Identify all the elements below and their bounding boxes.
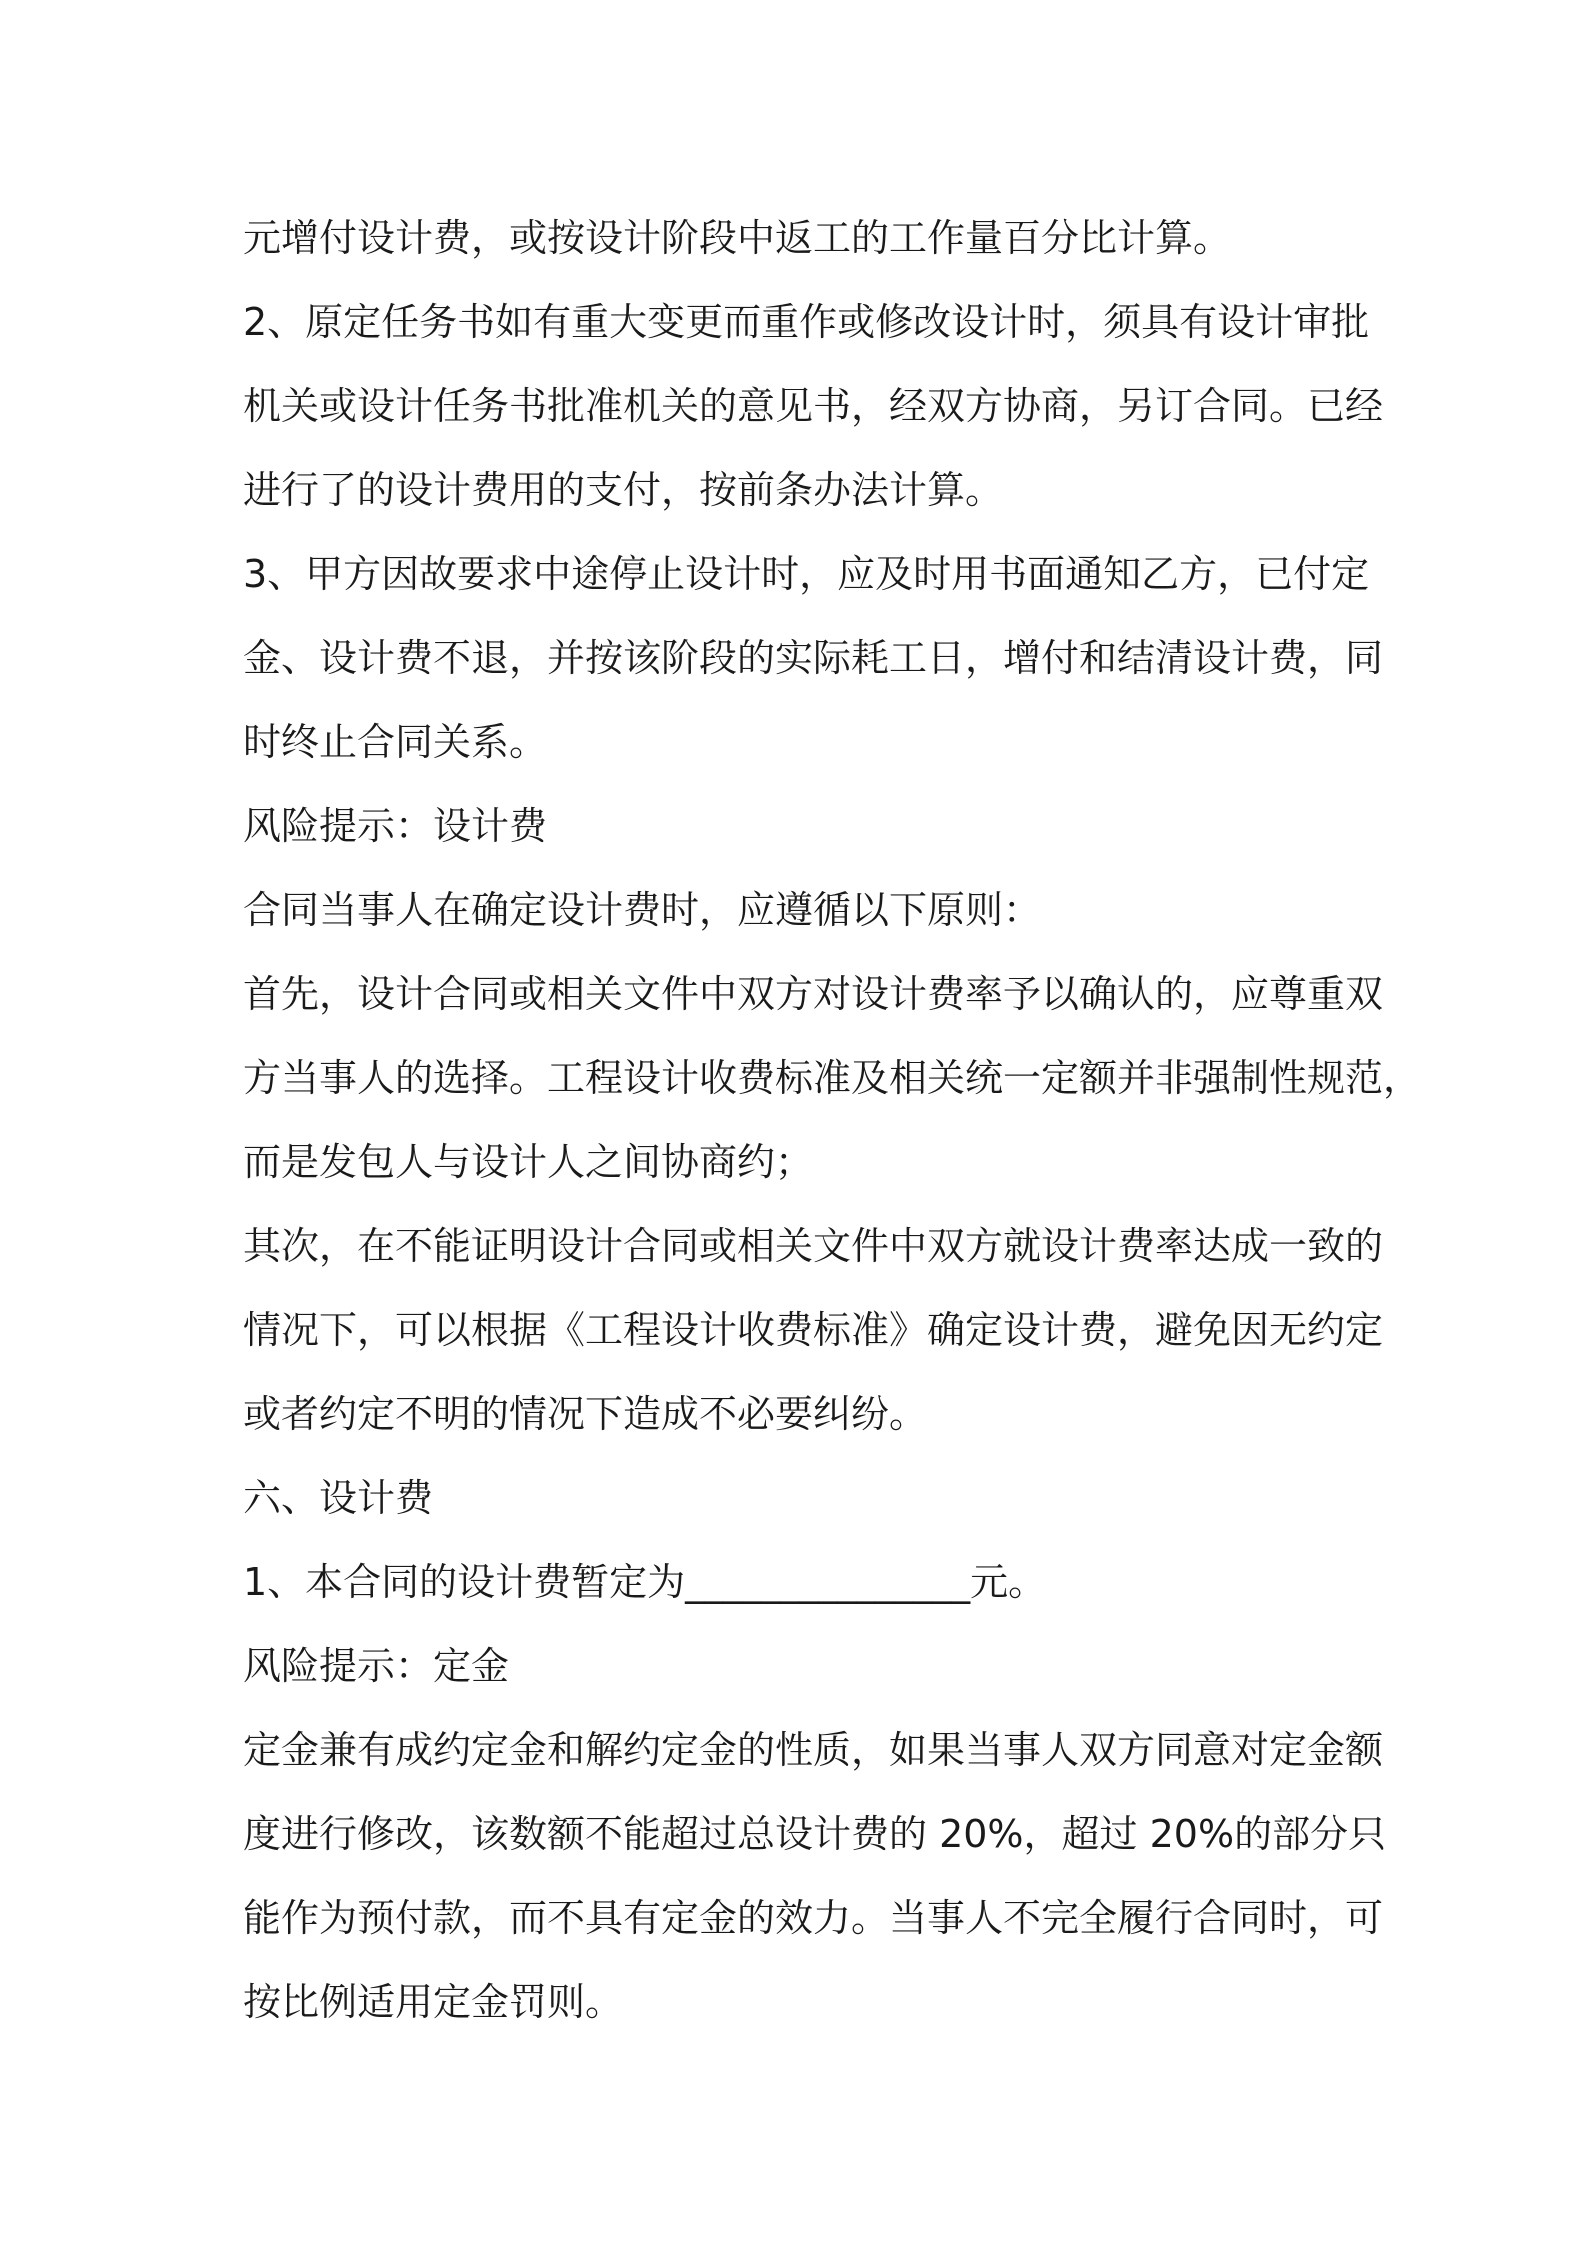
text-line: 3、甲方因故要求中途停止设计时，应及时用书面通知乙方，已付定 <box>243 552 1370 596</box>
text-line: 而是发包人与设计人之间协商约； <box>243 1140 814 1184</box>
section-heading: 六、设计费 <box>243 1476 434 1520</box>
text-line: 情况下，可以根据《工程设计收费标准》确定设计费，避免因无约定 <box>243 1308 1384 1352</box>
text-line: 或者约定不明的情况下造成不必要纠纷。 <box>243 1392 928 1436</box>
text-line: 定金兼有成约定金和解约定金的性质，如果当事人双方同意对定金额 <box>243 1728 1384 1772</box>
section-heading: 风险提示：定金 <box>243 1644 510 1688</box>
section-heading: 风险提示：设计费 <box>243 804 548 848</box>
text-line: 合同当事人在确定设计费时，应遵循以下原则： <box>243 888 1042 932</box>
text-line: 度进行修改，该数额不能超过总设计费的 20%，超过 20%的部分只 <box>243 1812 1387 1856</box>
text-line: 金、设计费不退，并按该阶段的实际耗工日，增付和结清设计费，同 <box>243 636 1384 680</box>
text-line: 按比例适用定金罚则。 <box>243 1980 624 2024</box>
text-line: 其次，在不能证明设计合同或相关文件中双方就设计费率达成一致的 <box>243 1224 1384 1268</box>
text-line: 机关或设计任务书批准机关的意见书，经双方协商，另订合同。已经 <box>243 384 1384 428</box>
text-line: 元增付设计费，或按设计阶段中返工的工作量百分比计算。 <box>243 216 1232 260</box>
text-line: 进行了的设计费用的支付，按前条办法计算。 <box>243 468 1004 512</box>
text-line: 1、本合同的设计费暂定为_______________元。 <box>243 1560 1047 1604</box>
text-line: 2、原定任务书如有重大变更而重作或修改设计时，须具有设计审批 <box>243 300 1370 344</box>
text-line: 时终止合同关系。 <box>243 720 548 764</box>
document-body <box>243 196 1422 2044</box>
text-line: 首先，设计合同或相关文件中双方对设计费率予以确认的，应尊重双 <box>243 972 1384 1016</box>
text-line: 方当事人的选择。工程设计收费标准及相关统一定额并非强制性规范， <box>243 1056 1422 1100</box>
text-line: 能作为预付款，而不具有定金的效力。当事人不完全履行合同时，可 <box>243 1896 1384 1940</box>
